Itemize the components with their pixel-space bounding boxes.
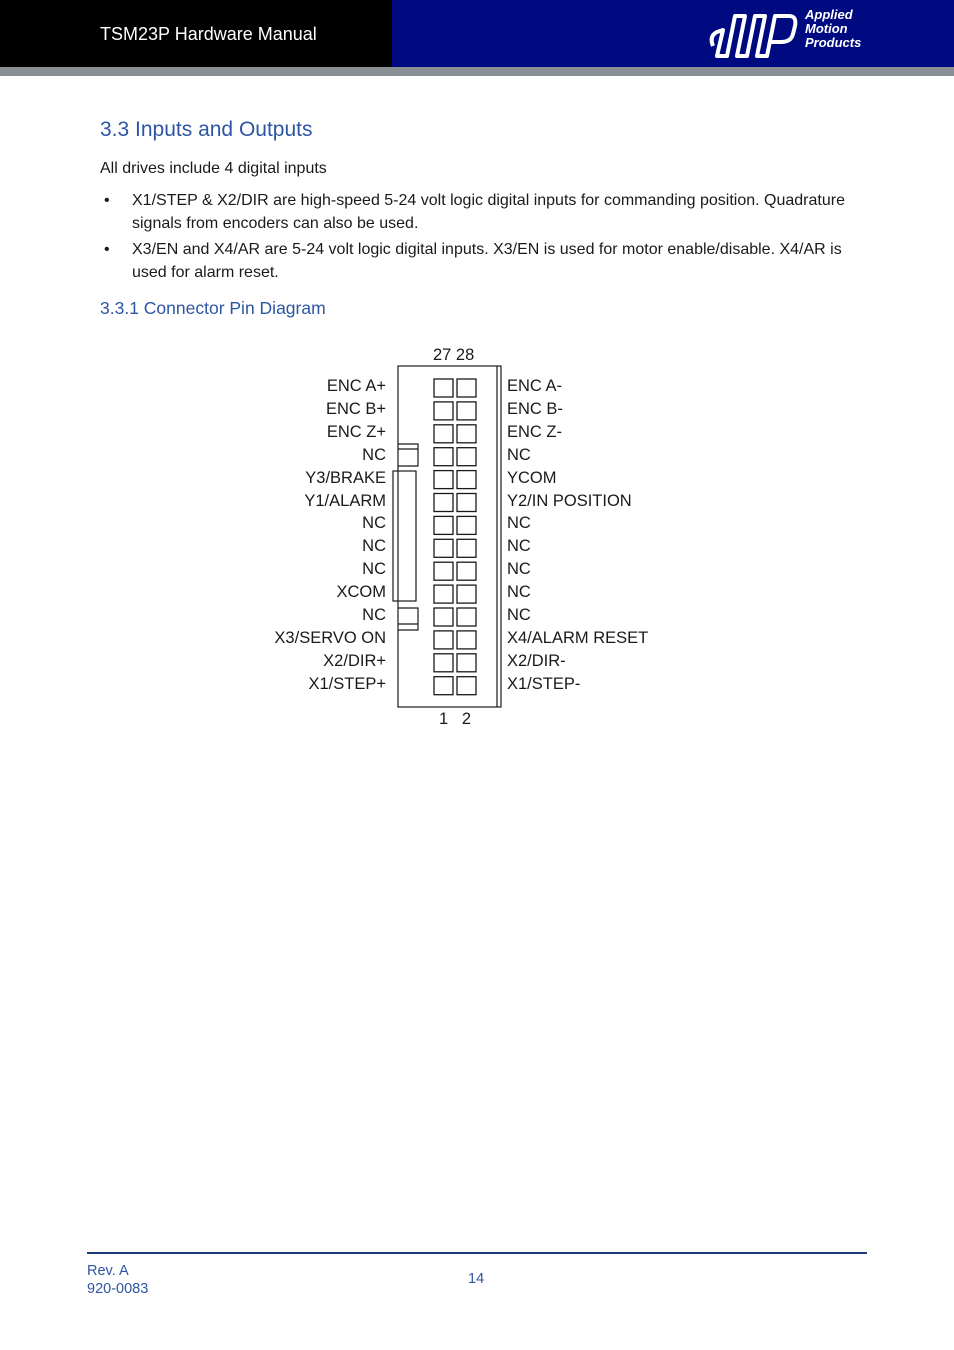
pin-socket — [434, 494, 453, 512]
pin-socket — [434, 425, 453, 443]
company-logo — [705, 6, 875, 62]
pin-socket — [457, 402, 476, 420]
pin-label-left: Y3/BRAKE — [305, 468, 386, 487]
list-item — [100, 189, 860, 235]
top-pin-numbers: 27 28 — [433, 346, 475, 364]
pin-label-left: NC — [362, 514, 386, 533]
pin-label-right: NC — [507, 583, 531, 602]
pin-socket — [434, 585, 453, 603]
connector-latch — [398, 608, 418, 630]
logo-line: Applied — [805, 7, 853, 22]
subsection-heading: 3.3.1 Connector Pin Diagram — [100, 298, 326, 318]
pin-label-right: ENC Z- — [507, 422, 562, 441]
pin-socket — [457, 539, 476, 557]
bullet-glyph: • — [104, 192, 110, 209]
pin-label-right: X2/DIR- — [507, 651, 566, 670]
pin-socket — [457, 654, 476, 672]
logo-text — [805, 8, 861, 50]
pin-socket — [434, 402, 453, 420]
pin-socket — [457, 562, 476, 580]
bullet-text: X1/STEP & X2/DIR are high-speed 5-24 volt logic digital inputs for commanding position. Quadrature signals from encoders can also be used. — [132, 192, 845, 232]
pin-socket — [457, 585, 476, 603]
pin-label-left: X1/STEP+ — [308, 674, 386, 693]
pin-label-left: XCOM — [336, 583, 386, 602]
footer-revision — [87, 1262, 148, 1298]
pin-socket — [457, 448, 476, 466]
pin-socket — [434, 471, 453, 489]
pin-label-left: ENC B+ — [325, 399, 386, 418]
pin-label-right: ENC B- — [507, 399, 563, 418]
pin-label-left: X2/DIR+ — [323, 651, 386, 670]
page-header — [0, 0, 954, 67]
pin-label-right: Y2/IN POSITION — [507, 491, 632, 510]
bullet-list — [100, 189, 860, 287]
pin-socket — [434, 608, 453, 626]
revision-label: Rev. A — [87, 1263, 129, 1279]
logo-line: Motion — [805, 21, 848, 36]
pin-label-right: NC — [507, 537, 531, 556]
pin-label-left: NC — [362, 445, 386, 464]
bottom-pin-numbers: 1 2 — [439, 710, 472, 728]
pin-socket — [434, 448, 453, 466]
pin-socket — [457, 631, 476, 649]
pin-socket — [457, 677, 476, 695]
logo-mark-icon — [705, 6, 800, 62]
connector-latch — [393, 471, 416, 601]
document-number: 920-0083 — [87, 1281, 149, 1297]
section-intro: All drives include 4 digital inputs — [100, 160, 327, 177]
pin-socket — [434, 654, 453, 672]
pin-socket — [434, 631, 453, 649]
pin-label-right: NC — [507, 606, 531, 624]
pin-socket — [434, 539, 453, 557]
manual-title: TSM23P Hardware Manual — [100, 24, 317, 44]
pin-socket — [434, 379, 453, 397]
pin-socket — [457, 608, 476, 626]
pin-label-left: NC — [362, 560, 386, 579]
connector-body — [398, 366, 501, 707]
pin-socket — [434, 677, 453, 695]
logo-line: Products — [805, 35, 862, 50]
connector-latch — [398, 444, 418, 466]
pin-label-right: NC — [507, 445, 531, 464]
header-left-panel — [0, 0, 392, 67]
pin-label-left: NC — [362, 537, 386, 556]
pin-socket — [434, 562, 453, 580]
pin-socket — [457, 516, 476, 534]
pin-label-right: X4/ALARM RESET — [507, 628, 649, 647]
pin-socket — [457, 379, 476, 397]
pin-label-right: ENC A- — [507, 377, 563, 395]
pin-label-right: X1/STEP- — [507, 674, 581, 693]
pin-socket — [457, 425, 476, 443]
bullet-glyph: • — [104, 241, 110, 258]
pin-label-right: NC — [507, 514, 531, 533]
pin-label-left: X3/SERVO ON — [274, 628, 386, 647]
pin-socket — [457, 494, 476, 512]
section-heading: 3.3 Inputs and Outputs — [100, 118, 313, 141]
list-item — [100, 238, 860, 284]
pin-socket — [457, 471, 476, 489]
pin-label-left: Y1/ALARM — [304, 491, 386, 510]
pin-label-left: ENC A+ — [326, 377, 386, 395]
pin-label-right: YCOM — [507, 468, 557, 487]
page-number: 14 — [468, 1271, 485, 1287]
pin-label-left: ENC Z+ — [326, 422, 386, 441]
bullet-text: X3/EN and X4/AR are 5-24 volt logic digital inputs. X3/EN is used for motor enable/disable. X4/AR is used for alarm reset. — [132, 241, 842, 281]
footer-rule — [87, 1252, 867, 1254]
pin-label-left: NC — [362, 606, 386, 624]
pin-socket — [434, 516, 453, 534]
header-divider-strip — [0, 67, 954, 76]
pin-label-right: NC — [507, 560, 531, 579]
